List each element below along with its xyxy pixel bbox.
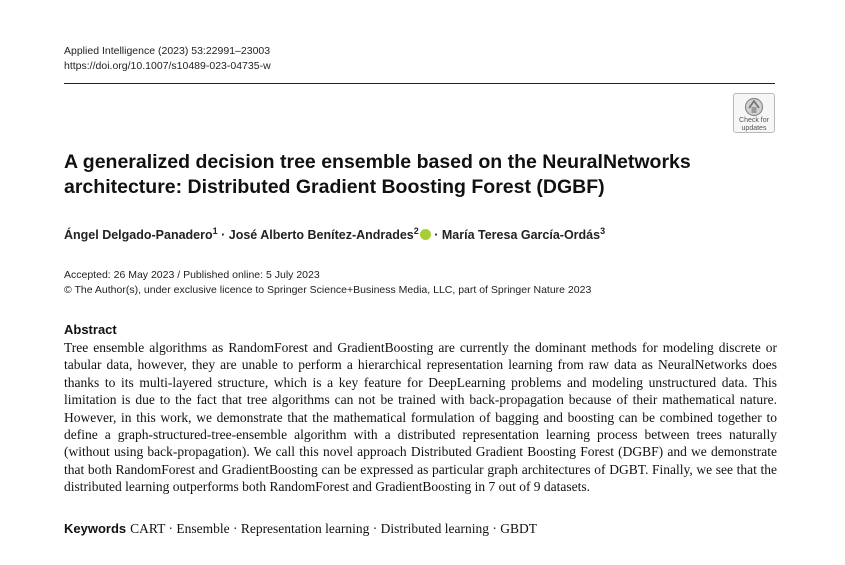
abstract-text: Tree ensemble algorithms as RandomForest and GradientBoosting are currently the dominant methods for modeling discrete or tabular data, however, they are unable to perform a hierarchical representation learning from raw data as NeuralNetworks does thanks to its multi-layered structure, which is a key feature for DeepLearning problems and modeling unstructured data. This limitation is due to the fact that tree algorithms can not be trained with back-propagation because of their mathematical nature. However, in this work, we demonstrate that the mathematical formulation of bagging and boosting can be combined together to define a graph-structured-tree-ensemble algorithm with a distributed representation learning process between trees naturally (without using back-propagation). We call this novel approach Distributed Gradient Boosting Forest (DGBF) and we demonstrate that both RandomForest and GradientBoosting can be expressed as particular graph architectures of DGBT. Finally, we see that the distributed learning outperforms both RandomForest and GradientBoosting in 7 out of 9 datasets. <box>64 340 777 495</box>
affiliation-marker: 3 <box>600 226 606 236</box>
author-2[interactable] <box>229 228 431 242</box>
author-name: María Teresa García-Ordás <box>441 228 601 243</box>
keywords <box>64 521 537 537</box>
accepted-published-line: Accepted: 26 May 2023 / Published online: 5 July 2023 <box>64 269 320 281</box>
author-name: Ángel Delgado-Panadero <box>64 228 213 243</box>
abstract-heading: Abstract <box>64 322 117 337</box>
keywords-heading: Keywords <box>64 521 127 536</box>
author-name: José Alberto Benítez-Andrades <box>228 228 414 243</box>
journal-citation: Applied Intelligence (2023) 53:22991–23003 <box>64 45 271 57</box>
author-separator: · <box>430 228 442 243</box>
header-rule <box>64 83 775 84</box>
check-for-updates-icon <box>743 97 765 117</box>
orcid-icon[interactable] <box>420 229 431 240</box>
keywords-list: CART · Ensemble · Representation learning · Distributed learning · GBDT <box>130 521 537 536</box>
publication-dates <box>64 268 591 297</box>
copyright-line: © The Author(s), under exclusive licence to Springer Science+Business Media, LLC, part of Springer Nature 2023 <box>64 283 592 296</box>
author-3[interactable] <box>442 228 605 242</box>
paper-title: A generalized decision tree ensemble based on the NeuralNetworks architecture: Distributed Gradient Boosting Forest (DGBF) <box>64 151 691 198</box>
doi-link[interactable]: https://doi.org/10.1007/s10489-023-04735-w <box>64 60 271 72</box>
author-list <box>64 223 605 243</box>
badge-line-2: updates <box>741 124 767 132</box>
author-1[interactable] <box>64 228 218 242</box>
badge-line-1: Check for <box>739 117 769 124</box>
affiliation-marker: 1 <box>212 226 218 236</box>
check-for-updates-badge[interactable] <box>733 93 775 133</box>
journal-header <box>64 44 271 74</box>
author-separator: · <box>217 228 229 243</box>
affiliation-marker: 2 <box>413 226 419 236</box>
